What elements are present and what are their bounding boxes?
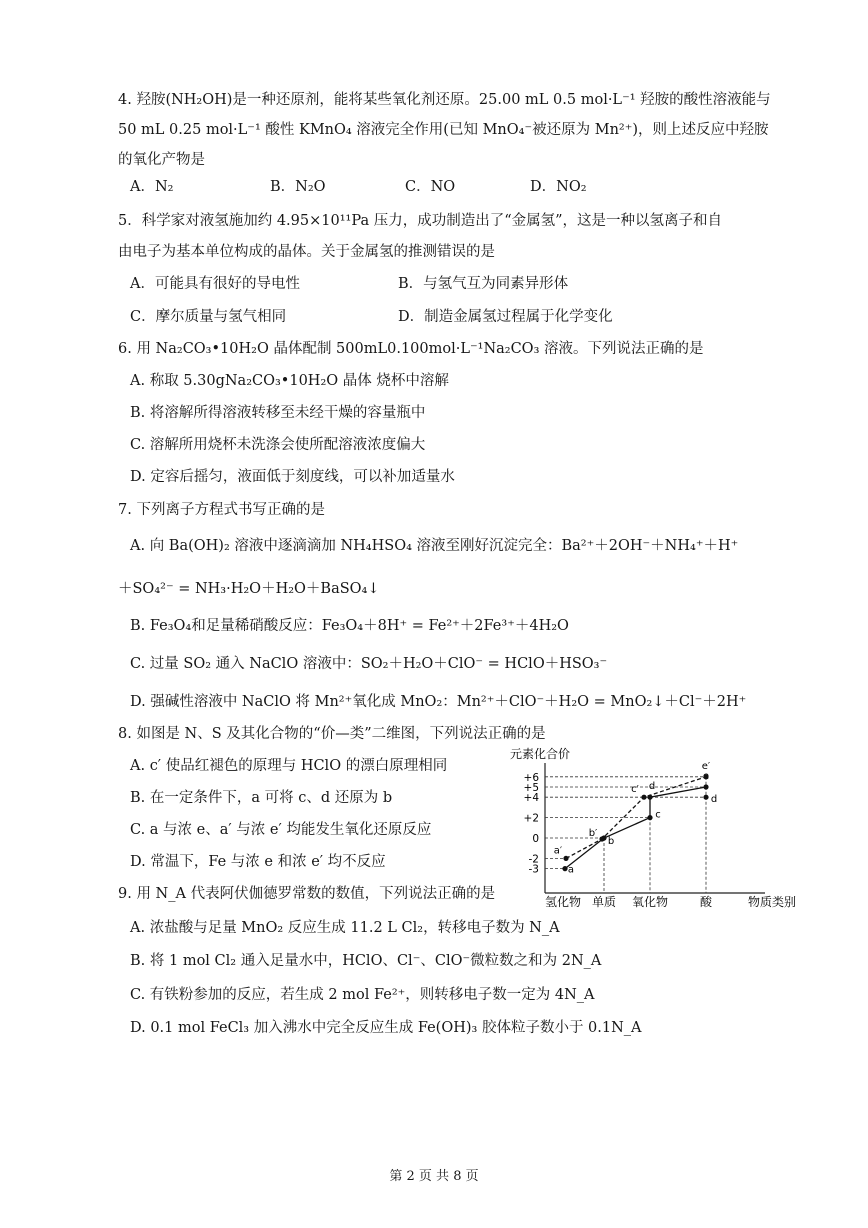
q4-line2: 50 mL 0.25 mol·L⁻¹ 酸性 KMnO₄ 溶液完全作用(已知 MnO₄⁻被还原为 Mn²⁺)，则上述反应中羟胺 <box>118 122 769 138</box>
q7-option-a-line1: A. 向 Ba(OH)₂ 溶液中逐滴滴加 NH₄HSO₄ 溶液至刚好沉淀完全：Ba²⁺＋2OH⁻＋NH₄⁺＋H⁺ <box>130 538 739 554</box>
q5-option-a: A．可能具有很好的导电性 <box>130 276 300 292</box>
data-point <box>703 774 708 779</box>
q8-stem: 8. 如图是 N、S 及其化合物的“价—类”二维图，下列说法正确的是 <box>118 726 546 742</box>
y-tick-label: -2 <box>528 853 539 866</box>
data-point <box>599 836 604 841</box>
q5-line2: 由电子为基本单位构成的晶体。关于金属氢的推测错误的是 <box>118 244 495 260</box>
q4-line1: 4. 羟胺(NH₂OH)是一种还原剂，能将某些氧化剂还原。25.00 mL 0.5 mol·L⁻¹ 羟胺的酸性溶液能与 <box>118 92 771 108</box>
q7-option-a-line2: ＋SO₄²⁻ = NH₃·H₂O＋H₂O＋BaSO₄↓ <box>118 581 380 597</box>
q5-line1: 5．科学家对液氢施加约 4.95×10¹¹Pa 压力，成功制造出了“金属氢”，这是一种以氢离子和自 <box>118 213 723 229</box>
q7-option-d: D. 强碱性溶液中 NaClO 将 Mn²⁺氧化成 MnO₂：Mn²⁺＋ClO⁻＋H₂O = MnO₂↓＋Cl⁻＋2H⁺ <box>130 694 747 710</box>
q4-option-c: C．NO <box>405 179 456 195</box>
q6-option-b: B. 将溶解所得溶液转移至未经干燥的容量瓶中 <box>130 405 426 421</box>
y-tick-label: +5 <box>523 782 539 794</box>
point-label: b′ <box>588 828 598 839</box>
x-tick-label: 酸 <box>699 895 713 909</box>
q8-option-b: B. 在一定条件下，a 可将 c、d 还原为 b <box>130 790 393 806</box>
q7-option-c: C. 过量 SO₂ 通入 NaClO 溶液中：SO₂＋H₂O＋ClO⁻ = HClO＋HSO₃⁻ <box>130 656 608 672</box>
q7-option-b: B. Fe₃O₄和足量稀硝酸反应：Fe₃O₄＋8H⁺ = Fe²⁺＋2Fe³⁺＋4H₂O <box>130 618 569 634</box>
q9-option-a: A. 浓盐酸与足量 MnO₂ 反应生成 11.2 L Cl₂，转移电子数为 N_A <box>130 920 560 936</box>
point-label: c <box>655 809 661 821</box>
data-point <box>647 815 652 820</box>
x-tick-label: 单质 <box>591 895 617 909</box>
data-point <box>703 784 708 789</box>
y-tick-label: +4 <box>523 792 539 805</box>
q4-line3: 的氧化产物是 <box>118 152 205 168</box>
x-tick-label: 氧化物 <box>631 895 669 909</box>
q6-option-c: C. 溶解所用烧杯未洗涤会使所配溶液浓度偏大 <box>130 437 426 453</box>
point-label: c′ <box>631 784 639 796</box>
q9-stem: 9. 用 N_A 代表阿伏伽德罗常数的数值，下列说法正确的是 <box>118 886 496 902</box>
q8-option-d: D. 常温下，Fe 与浓 e 和浓 e′ 均不反应 <box>130 854 386 870</box>
x-axis-label: 物质类别 <box>747 895 797 909</box>
series-line-1 <box>565 787 706 869</box>
point-label: d <box>648 781 656 793</box>
q4-option-d: D．NO₂ <box>530 179 587 195</box>
point-label: d <box>710 794 718 806</box>
q5-option-b: B．与氢气互为同素异形体 <box>398 276 569 292</box>
data-point <box>641 795 646 800</box>
q5-option-d: D．制造金属氢过程属于化学变化 <box>398 309 613 325</box>
q9-option-b: B. 将 1 mol Cl₂ 通入足量水中，HClO、Cl⁻、ClO⁻微粒数之和为 2N_A <box>130 953 602 969</box>
y-tick-label: -3 <box>528 863 539 876</box>
point-label: a′ <box>553 845 563 857</box>
q8-option-c: C. a 与浓 e、a′ 与浓 e′ 均能发生氧化还原反应 <box>130 822 432 838</box>
x-tick-label: 氢化物 <box>544 895 582 909</box>
point-label: a <box>567 864 575 876</box>
y-tick-label: +6 <box>523 771 539 784</box>
q9-option-d: D. 0.1 mol FeCl₃ 加入沸水中完全反应生成 Fe(OH)₃ 胶体粒子数小于 0.1N_A <box>130 1020 642 1036</box>
q6-option-d: D. 定容后摇匀，液面低于刻度线，可以补加适量水 <box>130 469 455 485</box>
q4-option-a: A．N₂ <box>130 179 174 195</box>
y-axis-label: 元素化合价 <box>510 747 571 761</box>
page-footer: 第 2 页 共 8 页 <box>389 1169 479 1184</box>
q6-stem: 6. 用 Na₂CO₃•10H₂O 晶体配制 500mL0.100mol·L⁻¹Na₂CO₃ 溶液。下列说法正确的是 <box>118 341 704 357</box>
q5-option-c: C．摩尔质量与氢气相同 <box>130 309 287 325</box>
valence-class-chart <box>500 745 797 909</box>
q8-option-a: A. c′ 使品红褪色的原理与 HClO 的漂白原理相同 <box>130 758 448 774</box>
q9-option-c: C. 有铁粉参加的反应，若生成 2 mol Fe²⁺，则转移电子数一定为 4N_A <box>130 987 595 1003</box>
point-label: b <box>607 836 615 847</box>
data-point <box>703 795 708 800</box>
q7-stem: 7. 下列离子方程式书写正确的是 <box>118 502 325 518</box>
q6-option-a: A. 称取 5.30gNa₂CO₃•10H₂O 晶体 烧杯中溶解 <box>130 373 449 389</box>
point-label: e′ <box>701 760 711 772</box>
data-point <box>562 866 567 871</box>
y-tick-label: 0 <box>532 833 539 845</box>
q4-option-b: B．N₂O <box>270 179 326 195</box>
y-tick-label: +2 <box>523 812 539 825</box>
data-point <box>563 856 568 861</box>
data-point <box>647 795 652 800</box>
